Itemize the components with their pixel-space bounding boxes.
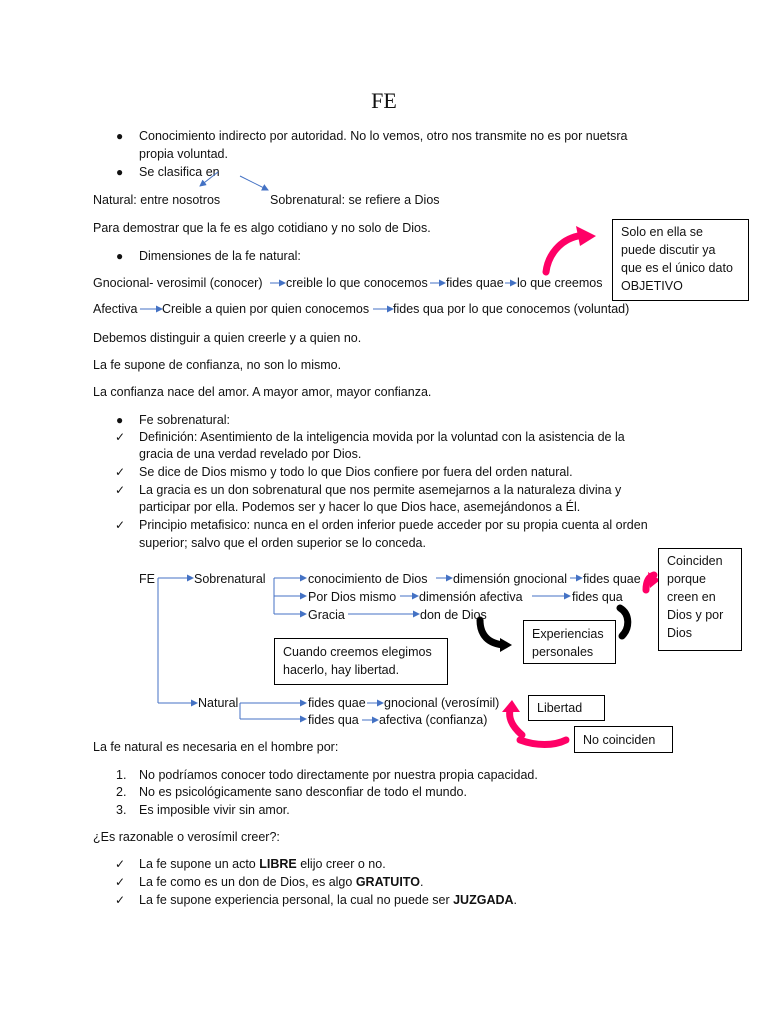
gnocional-b: creible lo que conocemos (286, 276, 428, 290)
para-demostrar: Para demostrar que la fe es algo cotidiano y no solo de Dios. (93, 221, 431, 235)
check-icon: ✓ (115, 483, 126, 497)
diagram-dim-afectiva: dimensión afectiva (419, 590, 523, 604)
razonable-item-3 (139, 892, 517, 908)
note-objetivo-line: puede discutir ya (621, 243, 716, 257)
bullet-dot: ● (116, 249, 124, 263)
definicion-line-1: Definición: Asentimiento de la inteligencia movida por la voluntad con la asistencia de la (139, 430, 625, 444)
pink-curve-no-coinciden (520, 740, 566, 745)
black-arrowhead (500, 638, 512, 652)
check-icon: ✓ (115, 875, 126, 889)
note-libertad-line: Cuando creemos elegimos (283, 645, 432, 659)
check-icon: ✓ (115, 893, 126, 907)
gnocional-d: lo que creemos (517, 276, 603, 290)
gnocional-c: fides quae (446, 276, 504, 290)
razonable-item-1-bold: LIBRE (259, 857, 297, 871)
list-number: 1. (116, 768, 127, 782)
razonable-item-2-post: . (419, 875, 424, 889)
razonable-item-2 (139, 874, 423, 890)
check-icon: ✓ (115, 518, 126, 532)
check-icon: ✓ (115, 465, 126, 479)
dimensiones-heading: Dimensiones de la fe natural: (139, 249, 301, 263)
note-no-coinciden (574, 726, 673, 753)
confianza-text-1: La fe supone de confianza, no son lo mismo. (93, 358, 342, 372)
se-dice-text: Se dice de Dios mismo y todo lo que Dios confiere por fuera del orden natural. (139, 465, 573, 479)
note-objetivo-line: que es el único dato (621, 261, 733, 275)
note-coinciden-line: Dios y por (667, 608, 724, 622)
arrow-to-natural (200, 172, 218, 186)
razonable-item-3-pre: La fe supone experiencia personal, la cual no puede ser (139, 893, 454, 907)
pink-arrowhead (502, 700, 520, 712)
sobrenatural-label: Sobrenatural: se refiere a Dios (270, 193, 440, 207)
note-libertad-text: Libertad (537, 701, 583, 715)
diagram-nat-gnocional: gnocional (verosímil) (384, 696, 500, 710)
necesaria-heading: La fe natural es necesaria en el hombre por: (93, 740, 339, 754)
note-coinciden (658, 548, 742, 651)
note-libertad-line: hacerlo, hay libertad. (283, 663, 400, 677)
razonable-item-1 (139, 856, 386, 872)
note-coinciden-line: creen en (667, 590, 716, 604)
afectiva-a: Afectiva (93, 302, 138, 316)
diagram-fides-quae: fides quae (583, 572, 641, 586)
diagram-fe: FE (139, 572, 155, 586)
intro-bullet-1-line-1: Conocimiento indirecto por autoridad. No lo vemos, otro nos transmite no es por nuetsra (139, 129, 628, 143)
note-coinciden-line: Coinciden (667, 554, 723, 568)
diagram-don-de-dios: don de Dios (420, 608, 487, 622)
principio-line-1: Principio metafisico: nunca en el orden inferior puede acceder por su propia cuenta al orden (139, 518, 648, 532)
bullet-dot: ● (116, 413, 124, 427)
gracia-line-1: La gracia es un don sobrenatural que nos permite asemejarnos a la naturaleza divina y (139, 483, 622, 497)
bullet-dot: ● (116, 165, 124, 179)
diagram-conocimiento: conocimiento de Dios (308, 572, 428, 586)
note-objetivo-line: OBJETIVO (621, 279, 683, 293)
diagram-por-dios: Por Dios mismo (308, 590, 397, 604)
note-libertad-eleccion (274, 638, 448, 685)
list-number: 2. (116, 785, 127, 799)
gracia-line-2: participar por ella. Podemos ser y hacer lo que Dios hace, asemejándonos a Él. (139, 500, 581, 514)
list-number: 3. (116, 803, 127, 817)
confianza-text-2: La confianza nace del amor. A mayor amor, mayor confianza. (93, 385, 432, 399)
check-icon: ✓ (115, 857, 126, 871)
pink-arrowhead (576, 226, 596, 246)
fe-sobrenatural-heading: Fe sobrenatural: (139, 413, 231, 427)
razonable-heading: ¿Es razonable o verosímil creer?: (93, 830, 280, 844)
list-item: Es imposible vivir sin amor. (139, 803, 290, 817)
afectiva-c: fides qua por lo que conocemos (voluntad) (393, 302, 630, 316)
pink-curve-libertad (510, 710, 522, 735)
list-item: No podríamos conocer todo directamente por nuestra propia capacidad. (139, 768, 538, 782)
razonable-item-1-pre: La fe supone un acto (139, 857, 260, 871)
razonable-item-3-bold: JUZGADA (453, 893, 514, 907)
note-libertad (528, 695, 605, 721)
natural-label: Natural: entre nosotros (93, 193, 221, 207)
diagram-dim-gnocional: dimensión gnocional (453, 572, 567, 586)
diagram-fides-qua: fides qua (572, 590, 623, 604)
note-coinciden-line: Dios (667, 626, 693, 640)
bullet-dot: ● (116, 129, 124, 143)
razonable-item-2-bold: GRATUITO (355, 875, 420, 889)
diagram-nat-fides-qua: fides qua (308, 713, 359, 727)
intro-bullet-2: Se clasifica en (139, 165, 220, 179)
distinguir-text: Debemos distinguir a quien creerle y a quien no. (93, 331, 362, 345)
definicion-line-2: gracia de una verdad revelado por Dios. (139, 447, 362, 461)
diagram-sobrenatural: Sobrenatural (194, 572, 266, 586)
note-experiencias-line: personales (532, 645, 594, 659)
razonable-item-3-post: . (513, 893, 518, 907)
note-objetivo-line: Solo en ella se (621, 225, 704, 239)
diagram-nat-fides-quae: fides quae (308, 696, 366, 710)
note-experiencias (523, 620, 616, 664)
razonable-item-1-post: elijo creer o no. (296, 857, 386, 871)
page-title: FE (371, 88, 397, 113)
afectiva-b: Creible a quien por quien conocemos (162, 302, 370, 316)
arrow-to-sobrenatural (240, 176, 268, 190)
list-item: No es psicológicamente sano desconfiar de todo el mundo. (139, 785, 467, 799)
black-curve-fides (620, 608, 628, 636)
intro-bullet-1-line-2: propia voluntad. (139, 147, 228, 161)
note-no-coinciden-text: No coinciden (583, 733, 656, 747)
note-coinciden-line: porque (667, 572, 706, 586)
diagram-nat-afectiva: afectiva (confianza) (379, 713, 488, 727)
principio-line-2: superior; salvo que el orden superior se lo conceda. (139, 536, 426, 550)
check-icon: ✓ (115, 430, 126, 444)
gnocional-a: Gnocional- verosimil (conocer) (93, 276, 263, 290)
note-experiencias-line: Experiencias (532, 627, 604, 641)
diagram-natural: Natural (198, 696, 239, 710)
pink-curve-objetivo (546, 236, 578, 272)
razonable-item-2-pre: La fe como es un don de Dios, es algo (139, 875, 356, 889)
diagram-gracia: Gracia (308, 608, 345, 622)
